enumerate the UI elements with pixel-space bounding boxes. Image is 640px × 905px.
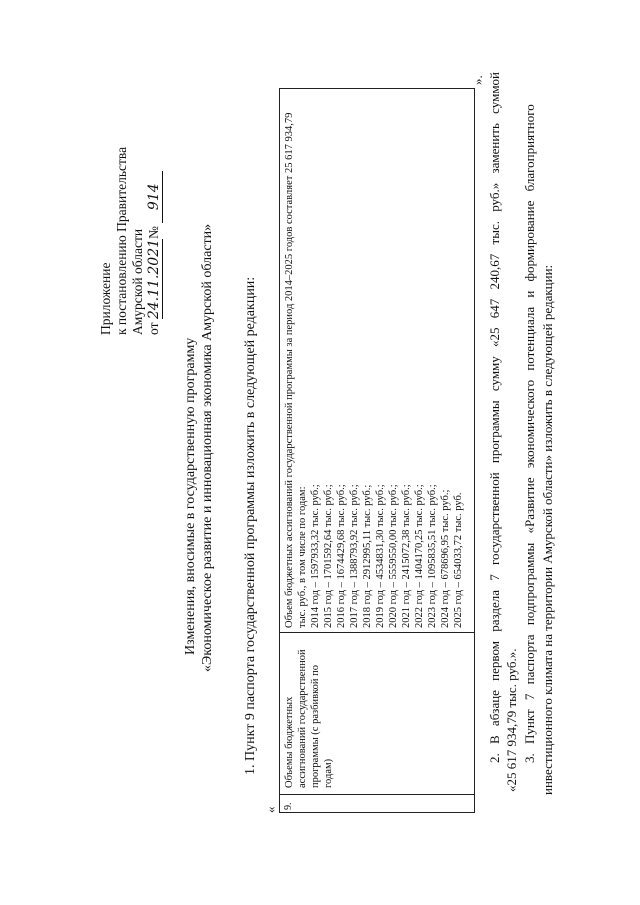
year-line: 2025 год – 654033,72 тыс. руб. [453, 492, 464, 628]
year-line: 2017 год – 1388793,92 тыс. руб.; [349, 484, 360, 628]
number-prefix: № [146, 226, 161, 239]
approval-block [98, 147, 163, 335]
closing-quote: ». [470, 75, 485, 85]
date-prefix: от [146, 322, 161, 335]
budget-intro-line-2: тыс. руб., в том числе по годам: [297, 486, 308, 628]
year-line: 2020 год – 5559550,00 тыс. руб.; [388, 484, 399, 628]
approval-line-2: к постановлению Правительства [114, 146, 129, 335]
year-line: 2018 год – 2912995,11 тыс. руб.; [362, 484, 373, 628]
handwritten-date: 24.11.2021 [146, 238, 162, 320]
approval-line-3: Амурской области [130, 228, 145, 335]
year-line: 2023 год – 1095835,51 тыс. руб.; [427, 484, 438, 628]
paragraph-1: 1. Пункт 9 паспорта государственной программы изложить в следующей редакции: [243, 276, 258, 775]
table-row-name: Объемы бюджетных ассигнований государственной программы (с разбивкой по годам) [280, 632, 474, 794]
paragraph-3-line-2: инвестиционного климата на территории Амурской области» изложить в следующей редакции: [540, 264, 555, 795]
year-line: 2021 год – 2415072,38 тыс. руб.; [401, 484, 412, 628]
opening-quote: « [263, 806, 278, 813]
document-title-line-1: Изменения, вносимые в государственную программу [183, 337, 198, 655]
year-line: 2014 год – 1597933,32 тыс. руб.; [310, 484, 321, 628]
year-line: 2022 год – 1404170,25 тыс. руб.; [414, 484, 425, 628]
handwritten-number: 914 [146, 171, 163, 223]
paragraph-3-line-1: 3. Пункт 7 паспорта подпрограммы «Развитие экономического потенциала и формирование благоприятного [522, 104, 537, 763]
budget-table [279, 88, 475, 813]
budget-intro-line-1: Объем бюджетных ассигнований государственной программы за период 2014–2025 годов составляет 25 617 934,79 [284, 112, 295, 628]
year-line: 2015 год – 1701592,64 тыс. руб.; [323, 484, 334, 628]
approval-line-1: Приложение [98, 262, 113, 335]
table-row-value [280, 89, 474, 632]
document-title-line-2: «Экономическое развитие и инновационная экономика Амурской области» [200, 223, 215, 672]
table-row-number: 9. [280, 794, 474, 812]
paragraph-2-line-2: «25 617 934,79 тыс. руб.». [504, 648, 519, 792]
approval-date-line [146, 147, 163, 335]
year-line: 2024 год – 678696,95 тыс. руб.; [440, 489, 451, 628]
year-line: 2019 год – 4534831,30 тыс. руб.; [375, 484, 386, 628]
paragraph-2-line-1: 2. В абзаце первом раздела 7 государственной программы сумму «25 647 240,67 тыс. руб.» заменить суммой [487, 71, 502, 763]
year-line: 2016 год – 1674429,68 тыс. руб.; [336, 484, 347, 628]
